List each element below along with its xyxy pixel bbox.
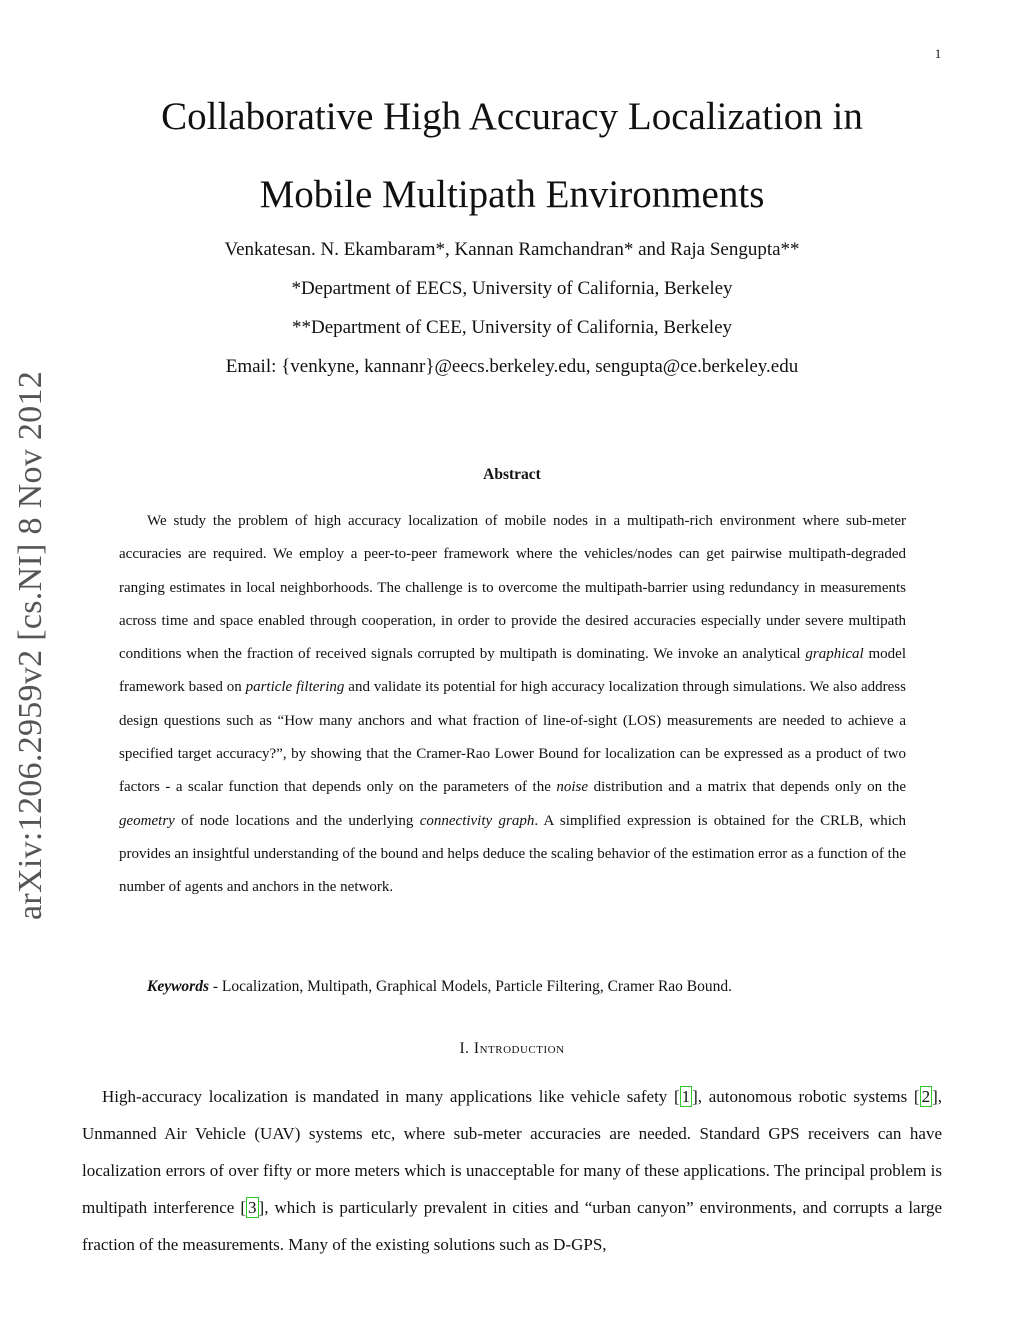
abstract-emphasis: graphical: [805, 646, 864, 663]
abstract-body: [119, 505, 906, 905]
abstract-emphasis: noise: [556, 779, 589, 796]
author-names: Venkatesan. N. Ekambaram*, Kannan Ramchandran* and Raja Sengupta**: [224, 239, 800, 260]
citation-link-2[interactable]: 2: [921, 1087, 931, 1106]
author-email: Email: {venkyne, kannanr}@eecs.berkeley.edu, sengupta@ce.berkeley.edu: [225, 356, 799, 377]
abstract-emphasis: geometry: [119, 812, 175, 829]
abstract-text: and validate its potential for high accuracy localization through simulations. We also address design questions such as “How many anchors and what fraction of line-of-sight (LOS) measurements are needed to achieve a specified target accuracy?”, by showing that the Cramer-Rao Lower Bound for localization can be expressed as a product of two factors - a scalar function that depends only on the parameters of the: [119, 679, 906, 796]
title-line-1: Collaborative High Accuracy Localization in: [161, 95, 863, 138]
title-line-2: Mobile Multipath Environments: [259, 173, 765, 216]
affiliation-eecs: *Department of EECS, University of California, Berkeley: [291, 278, 733, 299]
arxiv-identifier: arXiv:1206.2959v2 [cs.NI] 8 Nov 2012: [12, 370, 49, 920]
section-title: Introduction: [473, 1040, 565, 1057]
section-heading-introduction: [0, 1040, 1024, 1058]
abstract-heading: Abstract: [483, 466, 541, 483]
page-number: 1: [934, 46, 942, 61]
intro-text: ], autonomous robotic systems [: [692, 1087, 920, 1106]
abstract-text: model framework based on: [119, 646, 906, 696]
intro-text: ], Unmanned Air Vehicle (UAV) systems etc, where sub-meter accuracies are needed. Standard GPS receivers can have localization errors of over fifty or more meters which is unacceptable for many of these applications. The principal problem is multipath interference [: [82, 1087, 942, 1217]
abstract-text: We study the problem of high accuracy localization of mobile nodes in a multipath-rich environment where sub-meter accuracies are required. We employ a peer-to-peer framework where the vehicles/nodes can get pairwise multipath-degraded ranging estimates in local neighborhoods. The challenge is to overcome the multipath-barrier using redundancy in measurements across time and space enabled through cooperation, in order to provide the desired accuracies especially under severe multipath conditions when the fraction of received signals corrupted by multipath is dominating. We invoke an analytical: [119, 513, 906, 663]
keywords-line: [147, 972, 907, 1002]
intro-text: ], which is particularly prevalent in cities and “urban canyon” environments, and corrupts a large fraction of the measurements. Many of the existing solutions such as D-GPS,: [82, 1198, 942, 1254]
abstract-text: of node locations and the underlying: [174, 812, 420, 829]
intro-text: High-accuracy localization is mandated in many applications like vehicle safety [: [102, 1087, 680, 1106]
abstract-emphasis: connectivity graph: [419, 812, 535, 829]
abstract-text: . A simplified expression is obtained for the CRLB, which provides an insightful understanding of the bound and helps deduce the scaling behavior of the estimation error as a function of the number of agents and anchors in the network.: [119, 812, 907, 896]
section-number: I.: [459, 1040, 474, 1057]
keywords-text: - Localization, Multipath, Graphical Models, Particle Filtering, Cramer Rao Bound.: [209, 978, 733, 995]
author-block: [0, 230, 1024, 386]
paper-title: [0, 78, 1024, 234]
abstract-text: distribution and a matrix that depends only on the: [588, 779, 906, 796]
citation-link-3[interactable]: 3: [248, 1198, 257, 1217]
keywords-label: Keywords: [147, 978, 209, 995]
affiliation-cee: **Department of CEE, University of California, Berkeley: [291, 317, 733, 338]
abstract-emphasis: particle filtering: [245, 679, 345, 696]
citation-link-1[interactable]: 1: [681, 1087, 691, 1106]
introduction-paragraph: [82, 1078, 942, 1263]
